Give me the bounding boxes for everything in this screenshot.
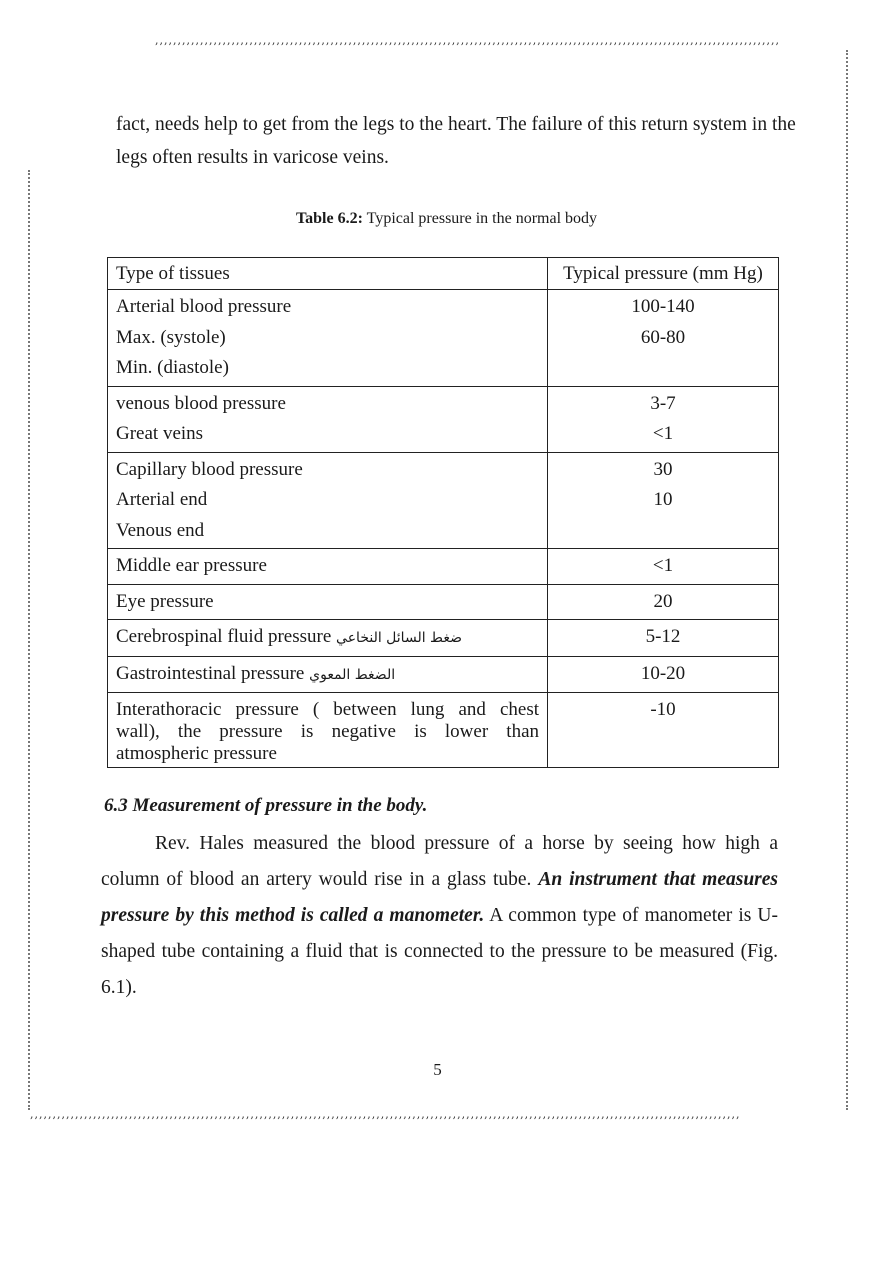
decorative-border-top: ,,,,,,,,,,,,,,,,,,,,,,,,,,,,,,,,,,,,,,,,,,,,,,,,,,,,,,,,,,,,,,,,,,,,,,,,,,,,,,,,,,,,,,,,,,,,,,,,,,,,,,,,,,,,,,,,,,,,,,,,,,,,,,,,,,,,,,,,,,,: [155, 34, 781, 47]
table-row: [108, 452, 779, 549]
table-row: [108, 584, 779, 620]
cell-line: Max. (systole): [116, 326, 226, 348]
table-cell: [108, 452, 548, 549]
table-cell: [548, 620, 779, 657]
cell-value: 10: [653, 489, 673, 510]
table-row: [108, 290, 779, 387]
table-row: [108, 386, 779, 452]
cell-value: 10-20: [640, 662, 686, 684]
table-cell: [108, 386, 548, 452]
cell-line: Great veins: [116, 423, 204, 444]
cell-line: Min. (diastole): [116, 357, 229, 378]
cell-value: 60-80: [640, 326, 686, 348]
cell-line: [116, 622, 539, 654]
paragraph-manometer: [101, 826, 778, 1006]
cell-line: Venous end: [116, 519, 205, 541]
table-caption: [0, 210, 893, 228]
cell-line: Eye pressure: [116, 590, 214, 612]
table-row: [108, 693, 779, 768]
page-number: 5: [433, 1060, 442, 1079]
paragraph-text: Rev. Hales measured the blood pressure of a horse by seeing how high a column of blood an artery would rise in a glass tube.: [101, 833, 778, 890]
table-cell: [108, 693, 548, 768]
table-cell: [548, 549, 779, 585]
pressure-table: [107, 257, 779, 768]
cell-line: atmospheric pressure: [116, 743, 277, 764]
cell-text: Cerebrospinal fluid pressure: [116, 626, 332, 647]
table-row: [108, 620, 779, 657]
table-row: [108, 656, 779, 693]
table-cell: [108, 549, 548, 585]
paragraph-text: A common type of manometer is U-shaped tube containing a fluid that is connected to the pressure to be measured (Fig. 6.1).: [101, 905, 778, 998]
table-cell: [108, 290, 548, 387]
paragraph-emphasis: An instrument that measures pressure by this method is called a manometer.: [101, 869, 778, 926]
cell-line: [116, 659, 539, 691]
section-title: 6.3 Measurement of pressure in the body.: [104, 795, 428, 816]
cell-line: venous blood pressure: [116, 392, 286, 414]
cell-value: <1: [652, 555, 674, 576]
cell-line: Interathoracic pressure ( between lung and chest: [116, 699, 539, 720]
arabic-term: ضغط السائل النخاعي: [336, 630, 462, 646]
decorative-border-right: [846, 50, 858, 1110]
table-cell: [108, 584, 548, 620]
arabic-term: الضغط المعوي: [309, 666, 396, 683]
cell-line: wall), the pressure is negative is lower than: [116, 721, 539, 742]
table-cell: [108, 620, 548, 657]
cell-line: Arterial blood pressure: [116, 296, 292, 317]
decorative-border-left: [28, 170, 40, 1110]
cell-value: -10: [650, 699, 676, 720]
table-cell: [548, 386, 779, 452]
table-cell: [548, 452, 779, 549]
decorative-border-bottom: ,,,,,,,,,,,,,,,,,,,,,,,,,,,,,,,,,,,,,,,,,,,,,,,,,,,,,,,,,,,,,,,,,,,,,,,,,,,,,,,,,,,,,,,,,,,,,,,,,,,,,,,,,,,,,,,,,,,,,,,,,,,,,,,,,,,,,,,,,,,,,,,,,,,,,,,,,,,,,,: [30, 1108, 741, 1121]
paragraph-intro: fact, needs help to get from the legs to the heart. The failure of this return system in the legs often results in varicose veins.: [116, 114, 796, 168]
table-cell: [548, 290, 779, 387]
cell-value: 100-140: [631, 296, 695, 317]
cell-value: <1: [652, 423, 674, 444]
cell-value: 30: [653, 458, 673, 480]
table-row: [108, 549, 779, 585]
cell-line: Capillary blood pressure: [116, 458, 303, 480]
table-caption-label: Table 6.2:: [295, 210, 363, 227]
cell-line: Arterial end: [116, 489, 208, 510]
cell-value: 20: [653, 590, 673, 612]
table-header-cell: Typical pressure (mm Hg): [548, 258, 779, 290]
cell-text: Gastrointestinal pressure: [116, 662, 305, 684]
table-header-cell: Type of tissues: [108, 258, 548, 290]
table-cell: [108, 656, 548, 693]
table-cell: [548, 584, 779, 620]
table-caption-text: Typical pressure in the normal body: [366, 210, 598, 227]
table-header-row: [108, 258, 779, 290]
cell-value: 5-12: [645, 626, 681, 647]
cell-line: Middle ear pressure: [116, 555, 267, 576]
table-cell: [548, 656, 779, 693]
cell-value: 3-7: [650, 392, 676, 414]
table-cell: [548, 693, 779, 768]
